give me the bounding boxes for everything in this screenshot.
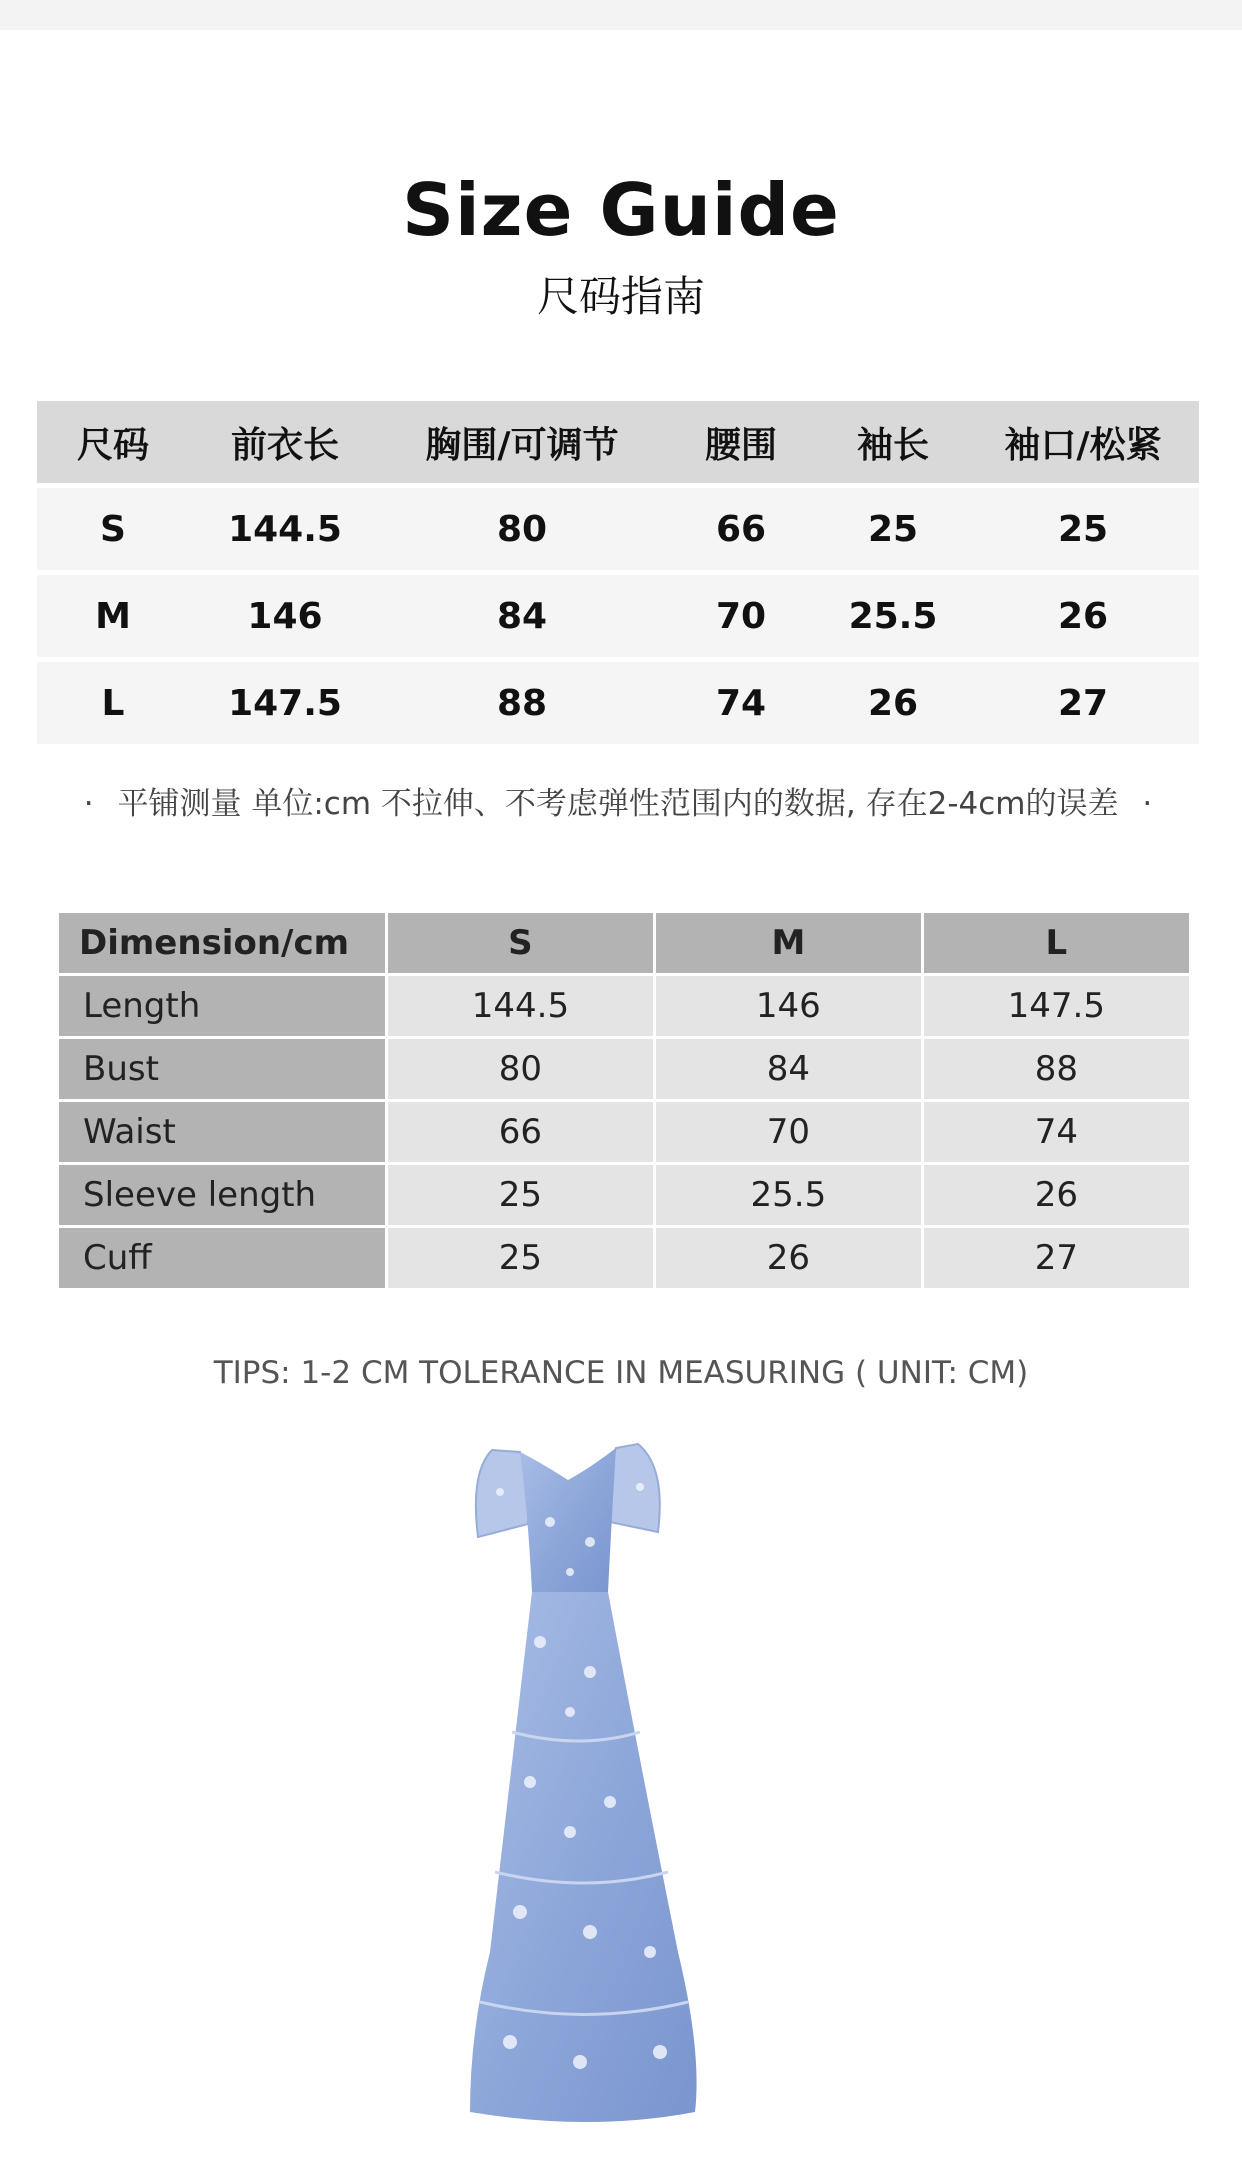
table-cell: 80 [496,508,548,550]
table-cell: 26 [924,1165,1189,1225]
table-cell: 25 [388,1165,653,1225]
en-header-cell: M [656,913,921,973]
cn-header-cell: 袖长 [856,424,929,466]
en-size-table [56,910,1192,1291]
dress-product-image [440,1432,740,2122]
table-cell: 27 [924,1228,1189,1288]
table-cell: L [101,682,125,724]
table-row [37,662,1199,744]
table-cell: 88 [496,682,548,724]
page-title: Size Guide [402,168,840,252]
table-cell: 25 [1057,508,1109,550]
table-row [59,976,1189,1036]
table-cell: S [100,508,126,550]
table-cell: 146 [247,595,323,637]
row-label: Waist [59,1102,385,1162]
row-label: Bust [59,1039,385,1099]
table-cell: 70 [715,595,767,637]
measurement-note-text: 平铺测量 单位:cm 不拉伸、不考虑弹性范围内的数据, 存在2-4cm的误差 [117,786,1119,822]
table-cell: 147.5 [228,682,342,724]
cn-header-cell: 腰围 [704,424,777,466]
table-cell: 70 [656,1102,921,1162]
table-cell: 88 [924,1039,1189,1099]
table-row [37,575,1199,657]
table-cell: 26 [867,682,919,724]
cn-header-cell: 胸围/可调节 [425,424,619,466]
table-row [59,1102,1189,1162]
row-label: Sleeve length [59,1165,385,1225]
table-cell: 144.5 [228,508,342,550]
table-cell: 25 [867,508,919,550]
cn-table-header [37,401,1199,483]
bullet-dot: · [83,786,94,822]
table-cell: 74 [924,1102,1189,1162]
table-row [37,488,1199,570]
measurement-note [37,778,1199,823]
tolerance-tip: TIPS: 1-2 CM TOLERANCE IN MEASURING ( UNIT: CM) [213,1355,1029,1391]
table-cell: 84 [656,1039,921,1099]
cn-header-cell: 袖口/松紧 [1004,424,1162,466]
table-cell: 146 [656,976,921,1036]
cn-header-cell: 前衣长 [230,424,339,466]
table-cell: 27 [1057,682,1109,724]
table-cell: 74 [715,682,767,724]
table-cell: 84 [496,595,548,637]
bullet-dot: · [1142,786,1153,822]
row-label: Cuff [59,1228,385,1288]
table-cell: 26 [656,1228,921,1288]
table-cell: 25 [388,1228,653,1288]
table-cell: 25.5 [656,1165,921,1225]
row-label: Length [59,976,385,1036]
cn-size-table [37,401,1199,749]
table-cell: 80 [388,1039,653,1099]
en-header-cell: L [924,913,1189,973]
table-cell: 66 [388,1102,653,1162]
table-cell: 25.5 [848,595,938,637]
table-row [59,1228,1189,1288]
en-header-cell: Dimension/cm [59,913,385,973]
table-cell: 147.5 [924,976,1189,1036]
cn-header-cell: 尺码 [76,424,149,466]
table-cell: 26 [1057,595,1109,637]
table-row [59,1039,1189,1099]
table-cell: 66 [715,508,767,550]
table-cell: M [95,595,131,637]
top-bar [0,0,1242,30]
table-row [59,1165,1189,1225]
page-subtitle: 尺码指南 [536,272,705,321]
en-header-cell: S [388,913,653,973]
en-table-header [59,913,1189,973]
table-cell: 144.5 [388,976,653,1036]
